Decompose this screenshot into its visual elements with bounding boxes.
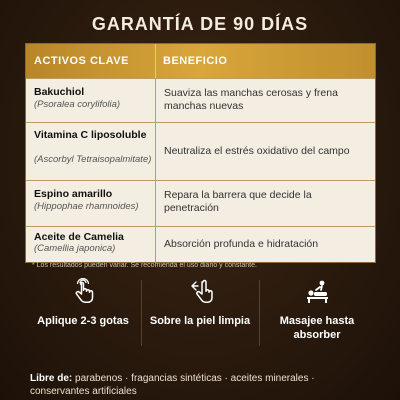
ingredient-name: Aceite de Camelia — [34, 231, 124, 243]
cell-divider — [155, 227, 156, 263]
feature-divider — [141, 280, 142, 346]
ingredient-name: Espino amarillo — [34, 188, 113, 200]
free-from-items: parabenos · fragancias sintéticas · aceites minerales · conservantes artificiales — [30, 373, 315, 397]
table-row — [26, 78, 375, 123]
table-row — [26, 226, 375, 263]
ingredient-benefit: Repara la barrera que decide la penetración — [164, 189, 312, 214]
feature-label: Aplique 2-3 gotas — [37, 315, 129, 327]
header-divider — [155, 44, 156, 78]
cell-divider — [155, 123, 156, 181]
ingredient-latin: (Hippophae rhamnoides) — [34, 201, 139, 212]
ingredient-name: Vitamina C liposoluble — [34, 129, 147, 141]
ingredient-latin: (Psoralea corylifolia) — [34, 99, 121, 110]
page-title: GARANTÍA DE 90 DÍAS — [91, 14, 309, 34]
ingredient-benefit: Suaviza las manchas cerosas y frena manchas nuevas — [164, 87, 338, 112]
feature-label: Sobre la piel limpia — [149, 315, 251, 327]
cell-divider — [155, 79, 156, 123]
ingredient-benefit: Neutraliza el estrés oxidativo del campo — [164, 145, 350, 157]
disclaimer-note: * Los resultados pueden variar. Se recomienda el uso diario y constante. — [32, 262, 257, 269]
feature-massage — [262, 278, 372, 342]
ingredient-latin: (Camellia japonica) — [34, 243, 116, 254]
tap-hand-icon — [69, 278, 97, 306]
header-benefit: BENEFICIO — [163, 55, 228, 67]
massage-icon — [303, 278, 331, 306]
feature-label: Masajee hasta absorber — [279, 315, 355, 341]
feature-clean-skin — [145, 278, 255, 328]
table-header — [26, 44, 375, 78]
ingredient-name: Bakuchiol — [34, 86, 85, 98]
ingredient-latin: (Ascorbyl Tetraisopalmitate) — [34, 154, 152, 165]
table-row — [26, 180, 375, 227]
ingredients-table — [25, 43, 376, 263]
table-row — [26, 122, 375, 181]
header-active-ingredients: ACTIVOS CLAVE — [34, 55, 129, 67]
cell-divider — [155, 181, 156, 227]
feature-divider — [259, 280, 260, 346]
free-from-note — [30, 372, 375, 398]
feature-apply-drops — [28, 278, 138, 328]
ingredient-benefit: Absorción profunda e hidratación — [164, 238, 319, 250]
free-from-label: Libre de: — [30, 373, 73, 384]
swipe-hand-icon — [186, 278, 214, 306]
